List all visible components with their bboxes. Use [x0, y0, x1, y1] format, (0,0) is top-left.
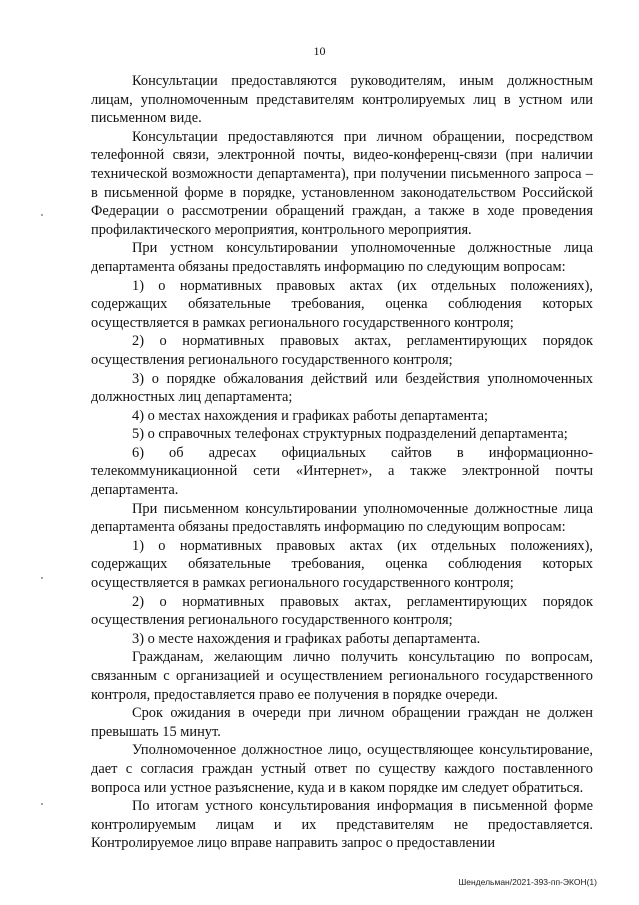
paragraph: Консультации предоставляются руководителям, иным должностным лицам, уполномоченным представителям контролируемых лиц в устном или письменном виде.: [91, 73, 593, 127]
paragraph: При устном консультировании уполномоченные должностные лица департамента обязаны предоставлять информацию по следующим вопросам:: [91, 240, 593, 275]
margin-mark: [41, 214, 43, 216]
paragraph: Консультации предоставляются при личном обращении, посредством телефонной связи, электронной почты, видео-конференц-связи (при наличии технической возможности департамента), при получении письменного запроса – в письменной форме в порядке, установленном законодательством Российской Федерации о рассмотрении обращений граждан, а также в ходе проведения профилактического мероприятия, контрольного мероприятия.: [91, 128, 593, 238]
margin-mark: [41, 577, 43, 579]
paragraph: При письменном консультировании уполномоченные должностные лица департамента обязаны предоставлять информацию по следующим вопросам:: [91, 500, 593, 536]
list-item: 4) о местах нахождения и графиках работы департамента;: [132, 407, 489, 424]
paragraph: Срок ожидания в очереди при личном обращении граждан не должен превышать 15 минут.: [91, 705, 593, 740]
list-item: 5) о справочных телефонах структурных подразделений департамента;: [132, 426, 568, 443]
list-item: 2) о нормативных правовых актах, регламентирующих порядок осуществления регионального государственного контроля;: [91, 333, 593, 368]
paragraph: По итогам устного консультирования информация в письменной форме контролируемым лицам и их представителям не предоставляется. Контролируемое лицо вправе направить запрос о предоставлении: [91, 798, 593, 852]
paragraph: Гражданам, желающим лично получить консультацию по вопросам, связанным с организацией и осуществлением регионального государственного контроля, предоставляется право ее получения в порядке очереди.: [91, 649, 593, 703]
list-item: 3) о месте нахождения и графиках работы департамента.: [132, 630, 481, 647]
document-body: [91, 72, 593, 853]
list-item: 3) о порядке обжалования действий или бездействия уполномоченных должностных лиц департамента;: [91, 370, 593, 406]
page-number: 10: [313, 44, 326, 58]
list-item: 1) о нормативных правовых актах (их отдельных положениях), содержащих обязательные требования, оценка соблюдения которых осуществляется в рамках регионального государственного контроля;: [91, 537, 593, 592]
list-item: 1) о нормативных правовых актах (их отдельных положениях), содержащих обязательные требования, оценка соблюдения которых осуществляется в рамках регионального государственного контроля;: [91, 277, 593, 331]
document-reference-footer: Шендельман/2021-393-пп-ЭКОН(1): [458, 877, 597, 887]
margin-mark: [41, 803, 43, 805]
paragraph: Уполномоченное должностное лицо, осуществляющее консультирование, дает с согласия граждан устный ответ по существу каждого поставленного вопроса или устное разъяснение, куда и в каком порядке им следует обратиться.: [91, 742, 593, 796]
list-item: 2) о нормативных правовых актах, регламентирующих порядок осуществления регионального государственного контроля;: [91, 593, 593, 629]
list-item: 6) об адресах официальных сайтов в информационно-телекоммуникационной сети «Интернет», а также электронной почты департамента.: [91, 444, 593, 499]
